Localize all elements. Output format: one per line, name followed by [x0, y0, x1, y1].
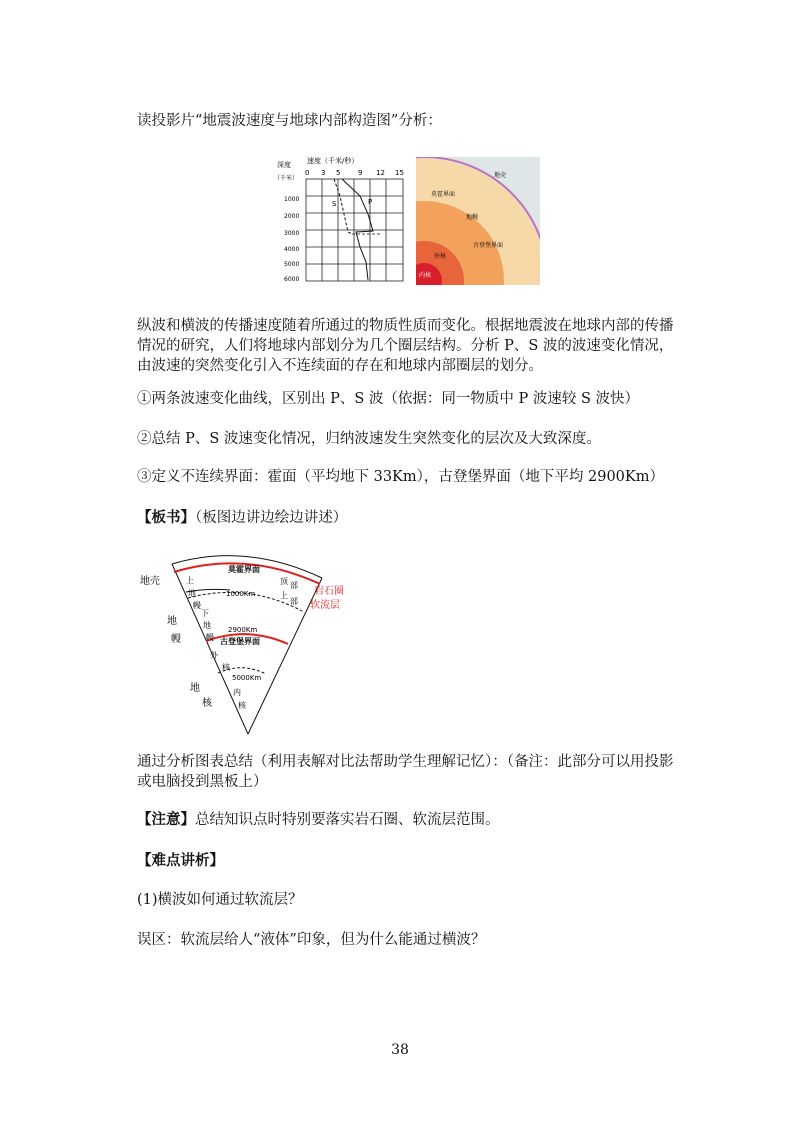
red-annotations — [310, 584, 344, 611]
point-3: ③定义不连续界面：霍面（平均地下 33Km），古登堡界面（地下平均 2900Km） — [137, 469, 664, 485]
x-tick: 15 — [395, 169, 404, 177]
depth-1000-text: 1000Km — [226, 590, 256, 598]
board-description: （板图边讲边绘边讲述） — [195, 510, 348, 526]
question-2: 误区：软流层给人“液体”印象，但为什么能通过横波？ — [137, 932, 486, 948]
core-text-2: 核 — [202, 698, 212, 709]
y-tick-labels — [284, 196, 299, 283]
velocity-title: 速度（千米/秒） — [307, 157, 359, 165]
body-paragraph: 纵波和横波的传播速度随着所通过的物质性质而变化。根据地震波在地球内部的传播情况的研究，人们将地球内部划分为几个圈层结构。分析 P、S 波的波速变化情况，由波速的突然变化引入不连续面的存在和地球内部圈层的划分。 — [137, 318, 674, 374]
inner-core-2: 核 — [238, 701, 246, 710]
board-heading — [137, 508, 677, 528]
lithosphere-text: 岩石圈 — [314, 586, 344, 597]
y-tick: 4000 — [284, 246, 300, 253]
intro-paragraph: 读投影片“地震波速度与地球内部构造图”分析： — [137, 113, 442, 129]
moho-label: 莫霍界面 — [431, 191, 456, 198]
y-tick: 1000 — [284, 196, 300, 203]
lower-mantle-1: 下 — [201, 609, 209, 618]
inner-core-label: 内核 — [419, 272, 432, 279]
crust-text: 地壳 — [140, 576, 160, 587]
chart-grid — [306, 179, 403, 281]
board-label: 【板书】 — [137, 509, 195, 526]
upper-mantle-1: 上 — [186, 576, 194, 585]
x-tick: 9 — [358, 169, 363, 177]
question-1: (1)横波如何通过软流层？ — [137, 892, 303, 908]
depth-5000-text: 5000Km — [232, 674, 262, 682]
summary-paragraph: 通过分析图表总结（利用表解对比法帮助学生理解记忆）：（备注：此部分可以用投影或电脑投到黑板上） — [137, 754, 674, 790]
crust-label: 地壳 — [494, 172, 507, 179]
board-diagram — [138, 548, 378, 740]
gutenberg-text: 古登堡界面 — [220, 637, 260, 646]
point-1: ①两条波速变化曲线，区别出 P、S 波（依据：同一物质中 P 波速较 S 波快） — [137, 391, 640, 407]
moho-text: 莫霍界面 — [228, 565, 260, 574]
s-wave-label: S — [332, 200, 337, 208]
mantle-text-1: 地 — [167, 616, 177, 627]
wave-velocity-chart — [272, 152, 408, 284]
mantle-text-2: 幔 — [171, 634, 181, 645]
difficulty-heading: 【难点讲析】 — [137, 852, 224, 869]
page-number: 38 — [391, 1042, 409, 1058]
y-tick: 6000 — [284, 276, 300, 283]
mantle-label: 地幔 — [466, 214, 479, 221]
inner-core-1: 内 — [233, 688, 241, 697]
upper-layer-1: 上 — [280, 591, 288, 600]
x-tick: 5 — [336, 169, 341, 177]
lower-mantle-2: 地 — [203, 621, 211, 630]
top-layer-1: 顶 — [280, 577, 288, 586]
outer-core-2: 核 — [222, 663, 230, 672]
p-wave-label: P — [368, 198, 373, 206]
note-text: 总结知识点时特别要落实岩石圈、软流层范围。 — [195, 812, 500, 828]
depth-label: 深度 — [277, 161, 291, 169]
x-tick: 0 — [305, 169, 310, 177]
y-tick: 2000 — [284, 213, 300, 220]
top-layer-2: 部 — [290, 581, 298, 590]
upper-mantle-2: 地 — [188, 589, 196, 598]
earth-section-figure — [416, 157, 540, 285]
upper-layer-2: 部 — [290, 597, 298, 606]
outer-core-label: 外核 — [434, 253, 447, 260]
x-tick-labels — [305, 169, 404, 177]
y-tick: 3000 — [284, 230, 300, 237]
depth-2900-text: 2900Km — [228, 626, 258, 634]
y-tick: 5000 — [284, 261, 300, 268]
point-2: ②总结 P、S 波速变化情况，归纳波速发生突然变化的层次及大致深度。 — [137, 431, 601, 447]
gutenberg-label: 古登堡界面 — [473, 242, 504, 249]
x-tick: 12 — [376, 169, 385, 177]
x-tick: 3 — [321, 169, 326, 177]
core-text-1: 地 — [190, 683, 200, 694]
outer-labels — [140, 574, 213, 709]
note-paragraph — [137, 810, 677, 830]
upper-mantle-3: 幔 — [193, 601, 201, 610]
depth-unit-label: （千米） — [274, 175, 299, 182]
s-wave-curve — [334, 179, 352, 234]
asthenosphere-text: 软流层 — [310, 600, 340, 611]
inner-labels — [186, 564, 298, 710]
outer-core-1: 外 — [210, 651, 218, 660]
p-wave-curve — [342, 179, 373, 280]
note-label: 【注意】 — [137, 811, 195, 828]
lower-mantle-3: 幔 — [206, 633, 214, 642]
